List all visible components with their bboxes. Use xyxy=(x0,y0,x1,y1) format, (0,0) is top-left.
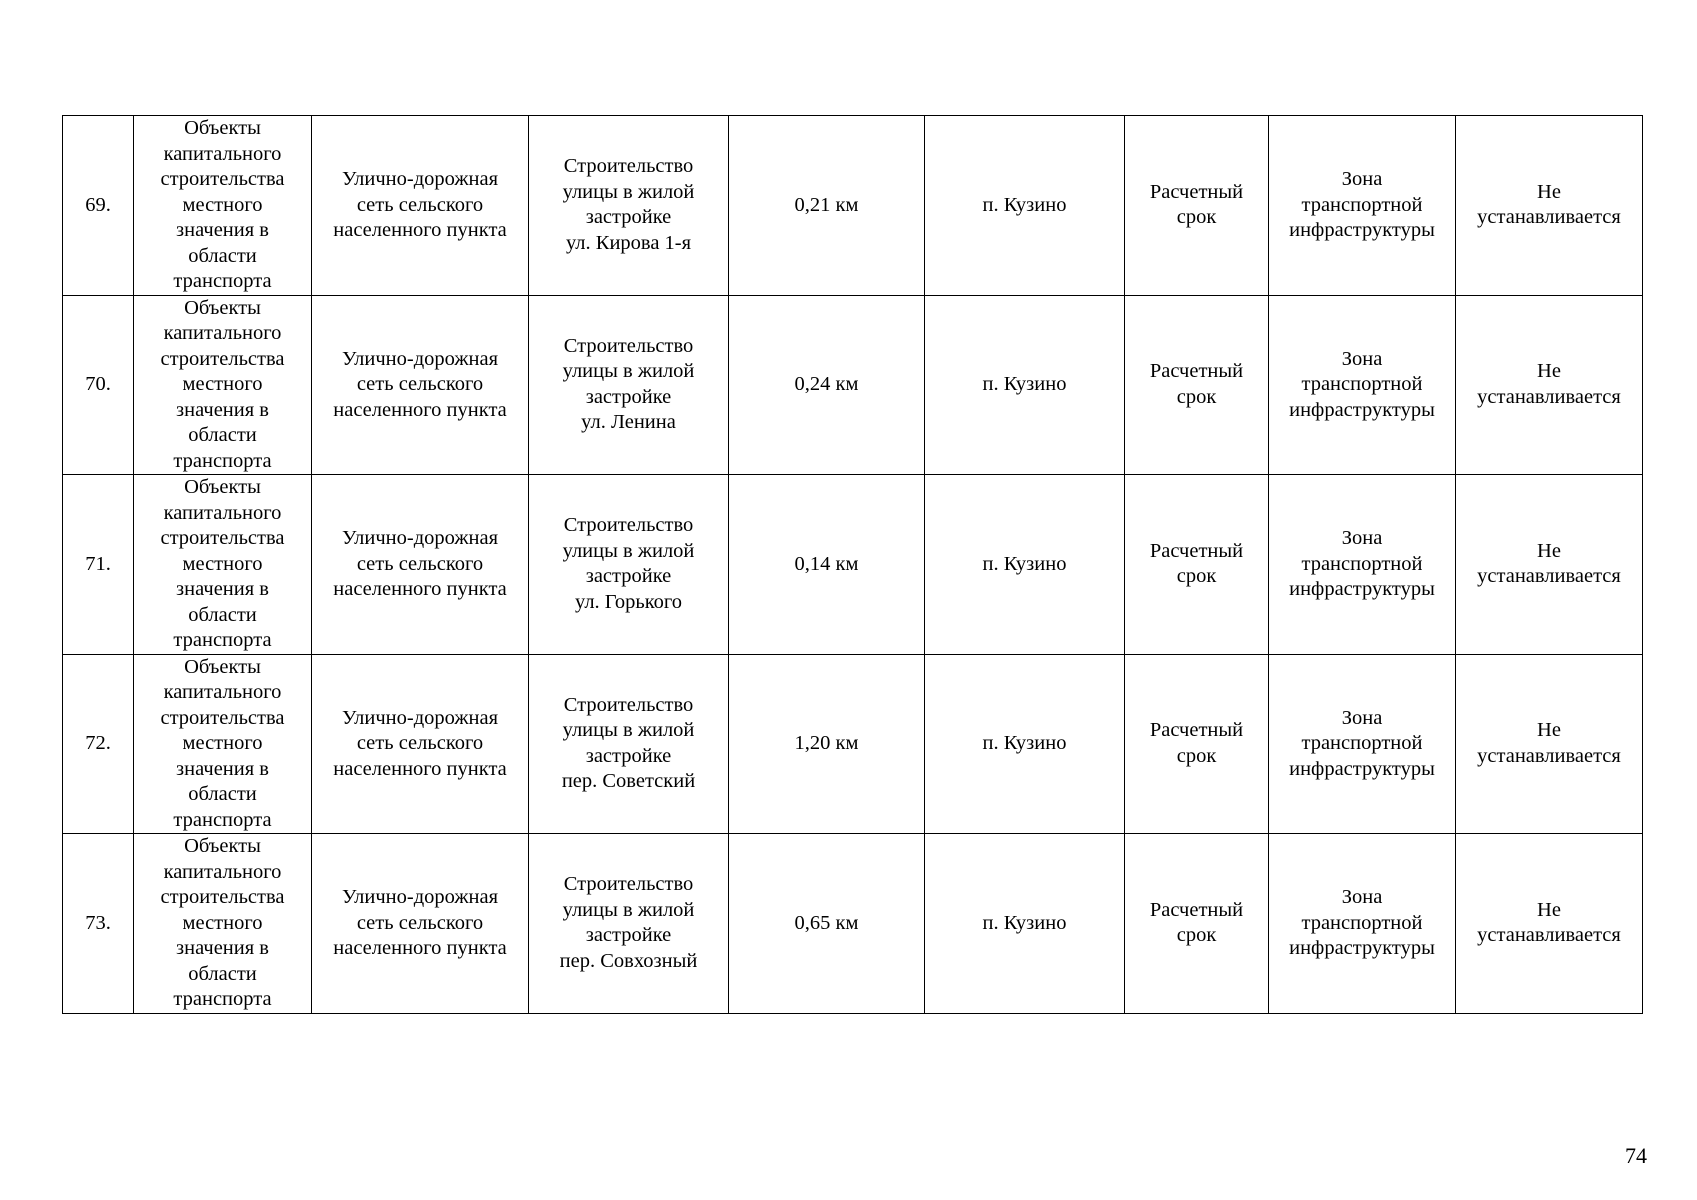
cell-object-type: Объекты капитального строительства местного значения в области транспорта xyxy=(134,654,312,834)
cell-object-type: Объекты капитального строительства местного значения в области транспорта xyxy=(134,295,312,475)
cell-number: 70. xyxy=(63,295,134,475)
cell-number: 71. xyxy=(63,475,134,655)
cell-object-type: Объекты капитального строительства местного значения в области транспорта xyxy=(134,834,312,1014)
cell-length: 0,14 км xyxy=(729,475,925,655)
planning-objects-table xyxy=(62,115,1643,1014)
table-row xyxy=(63,654,1643,834)
cell-length: 0,21 км xyxy=(729,116,925,296)
cell-length: 1,20 км xyxy=(729,654,925,834)
cell-purpose: Улично-дорожная сеть сельского населенного пункта xyxy=(312,475,529,655)
cell-term: Расчетный срок xyxy=(1125,834,1269,1014)
cell-purpose: Улично-дорожная сеть сельского населенного пункта xyxy=(312,654,529,834)
cell-purpose: Улично-дорожная сеть сельского населенного пункта xyxy=(312,295,529,475)
cell-name: Строительство улицы в жилой застройке ул. Кирова 1-я xyxy=(529,116,729,296)
page-number: 74 xyxy=(1625,1143,1647,1168)
cell-restriction: Не устанавливается xyxy=(1456,475,1643,655)
cell-name: Строительство улицы в жилой застройке пер. Советский xyxy=(529,654,729,834)
cell-location: п. Кузино xyxy=(925,654,1125,834)
table-row xyxy=(63,295,1643,475)
cell-location: п. Кузино xyxy=(925,116,1125,296)
cell-term: Расчетный срок xyxy=(1125,475,1269,655)
cell-object-type: Объекты капитального строительства местного значения в области транспорта xyxy=(134,116,312,296)
cell-location: п. Кузино xyxy=(925,295,1125,475)
cell-zone: Зона транспортной инфраструктуры xyxy=(1269,116,1456,296)
cell-term: Расчетный срок xyxy=(1125,654,1269,834)
cell-zone: Зона транспортной инфраструктуры xyxy=(1269,295,1456,475)
cell-zone: Зона транспортной инфраструктуры xyxy=(1269,654,1456,834)
cell-name: Строительство улицы в жилой застройке пер. Совхозный xyxy=(529,834,729,1014)
cell-restriction: Не устанавливается xyxy=(1456,295,1643,475)
cell-name: Строительство улицы в жилой застройке ул. Горького xyxy=(529,475,729,655)
cell-zone: Зона транспортной инфраструктуры xyxy=(1269,475,1456,655)
cell-name: Строительство улицы в жилой застройке ул. Ленина xyxy=(529,295,729,475)
cell-number: 73. xyxy=(63,834,134,1014)
cell-zone: Зона транспортной инфраструктуры xyxy=(1269,834,1456,1014)
cell-location: п. Кузино xyxy=(925,834,1125,1014)
cell-length: 0,65 км xyxy=(729,834,925,1014)
cell-purpose: Улично-дорожная сеть сельского населенного пункта xyxy=(312,834,529,1014)
cell-number: 69. xyxy=(63,116,134,296)
cell-purpose: Улично-дорожная сеть сельского населенного пункта xyxy=(312,116,529,296)
cell-term: Расчетный срок xyxy=(1125,116,1269,296)
cell-number: 72. xyxy=(63,654,134,834)
table-row xyxy=(63,834,1643,1014)
table-row xyxy=(63,116,1643,296)
cell-restriction: Не устанавливается xyxy=(1456,116,1643,296)
cell-object-type: Объекты капитального строительства местного значения в области транспорта xyxy=(134,475,312,655)
cell-restriction: Не устанавливается xyxy=(1456,654,1643,834)
cell-length: 0,24 км xyxy=(729,295,925,475)
table-row xyxy=(63,475,1643,655)
cell-location: п. Кузино xyxy=(925,475,1125,655)
cell-restriction: Не устанавливается xyxy=(1456,834,1643,1014)
cell-term: Расчетный срок xyxy=(1125,295,1269,475)
